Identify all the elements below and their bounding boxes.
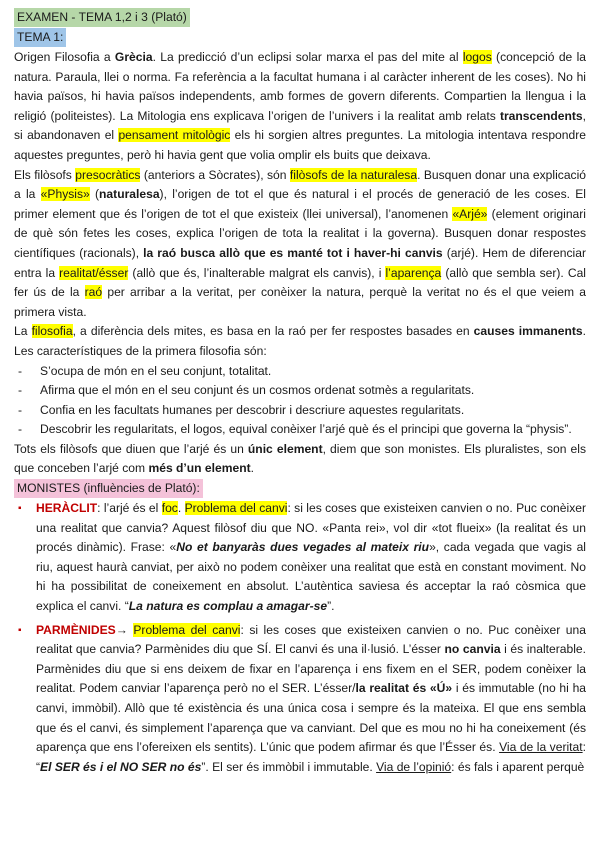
paragraph-monistes-pluralistes: Tots els filòsofs que diuen que l’arjé és un únic element, diem que son monistes. Els pluralistes, son els que conceben l’arjé com més d’un element. bbox=[14, 441, 586, 476]
section-heading-tema1: TEMA 1: bbox=[14, 28, 66, 47]
document-title: EXAMEN - TEMA 1,2 i 3 (Plató) bbox=[14, 8, 190, 27]
characteristics-list bbox=[14, 362, 586, 440]
list-item: - Descobrir les regularitats, el logos, equival conèixer l’arjé què és el principi que governa la “physis”. bbox=[14, 420, 586, 440]
list-item-heraclit: ▪ HERÀCLIT: l’arjé és el foc. Problema del canvi: si les coses que existeixen canvien o no. Puc conèixer una realitat que canvia? Aquest filòsof diu que NO. «Panta rei», vol dir «tot flueix» (la realitat és un procés dinàmic). Frase: «No et banyaràs dues vegades al mateix riu», cada vegada que vagis al riu, aquest haurà canviat, per això no podem conèixer una realitat que està en constant moviment. No hi ha possibilitat de coneixement en absolut. L’autèntica saviesa és acceptar la raó còsmica que explica el canvi. “La natura es complau a amagar-se”. bbox=[14, 499, 586, 617]
list-item-parmenides: ▪ PARMÈNIDES→ Problema del canvi: si les coses que existeixen canvien o no. Puc conèixer una realitat que canvia? Parmènides diu que SÍ. El canvi és una il·lusió. L’ésser no canvia i és inalterable. Parmènides diu que si ens deixem de fixar en l’aparença i ens fixem en el SER, podem conèixer la realitat. Podem canviar l’aparença però no el SER. L’ésser/la realitat és «Ú» i és immutable (no hi ha canvi, immòbil). Allò que té existència és una única cosa i sempre és la mateixa. El que ens sembla que és el canvi, és simplement l’aparença que va canviant. Del que es mou no hi ha coneixement (és aparença que ens l’ofereixen els sentits). L’únic que podem afirmar és que l’Ésser és. Via de la veritat: “El SER és i el NO SER no és”. El ser és immòbil i immutable. Via de l’opinió: és fals i aparent perquè bbox=[14, 621, 586, 778]
philosophers-list bbox=[14, 499, 586, 777]
list-item: - Confia en les facultats humanes per descobrir i descriure aquestes regularitats. bbox=[14, 401, 586, 421]
list-item: - S’ocupa de món en el seu conjunt, totalitat. bbox=[14, 362, 586, 382]
section-heading-monistes: MONISTES (influències de Plató): bbox=[14, 479, 203, 498]
paragraph-presocratics: Els filòsofs presocràtics (anteriors a Sòcrates), són filòsofs de la naturalesa. Busquen donar una explicació a la «Physis» (naturalesa), l’origen de tot el que és natural i el procés de generació de les coses. El primer element que és l’origen de tot el que existeix (llei universal), l’anomenen «Arjé» (element originari de què són fetes les coses, explica l’origen de tota la realitat i la governa). Busquen donar respostes científiques (racionals), la raó busca allò que es manté tot i haver-hi canvis (arjé). Hem de diferenciar entra la realitat/ésser (allò que és, l’inalterable malgrat els canvis), i l’aparença (allò que sembla ser). Cal fer ús de la raó per arribar a la veritat, per conèixer la natura, perquè la veritat no és el que veiem a primera vista. bbox=[14, 167, 587, 319]
paragraph-filosofia: La filosofia, a diferència dels mites, es basa en la raó per fer respostes basades en causes immanents. Les característiques de la primera filosofia són: bbox=[14, 324, 586, 358]
list-item: - Afirma que el món en el seu conjunt és un cosmos ordenat sotmès a regularitats. bbox=[14, 381, 586, 401]
paragraph-origen: Origen Filosofia a Grècia. La predicció d’un eclipsi solar marxa el pas del mite al logos (concepció de la natura. Paraula, llei o norma. Fa referència a la facultat humana i al caràcter inherent de les coses). No hi havia països, hi havia països independents, amb formes de govern diferents. Compartien la llengua i la religió (politeistes). La Mitologia ens explicava l’origen de l’univers i la realitat amb relats transcendents, si abandonaven el pensament mitològic els hi sorgien altres preguntes. La mitologia intentava respondre aquestes preguntes, però hi havia gent que volia omplir els buits que deixava. bbox=[14, 50, 586, 162]
